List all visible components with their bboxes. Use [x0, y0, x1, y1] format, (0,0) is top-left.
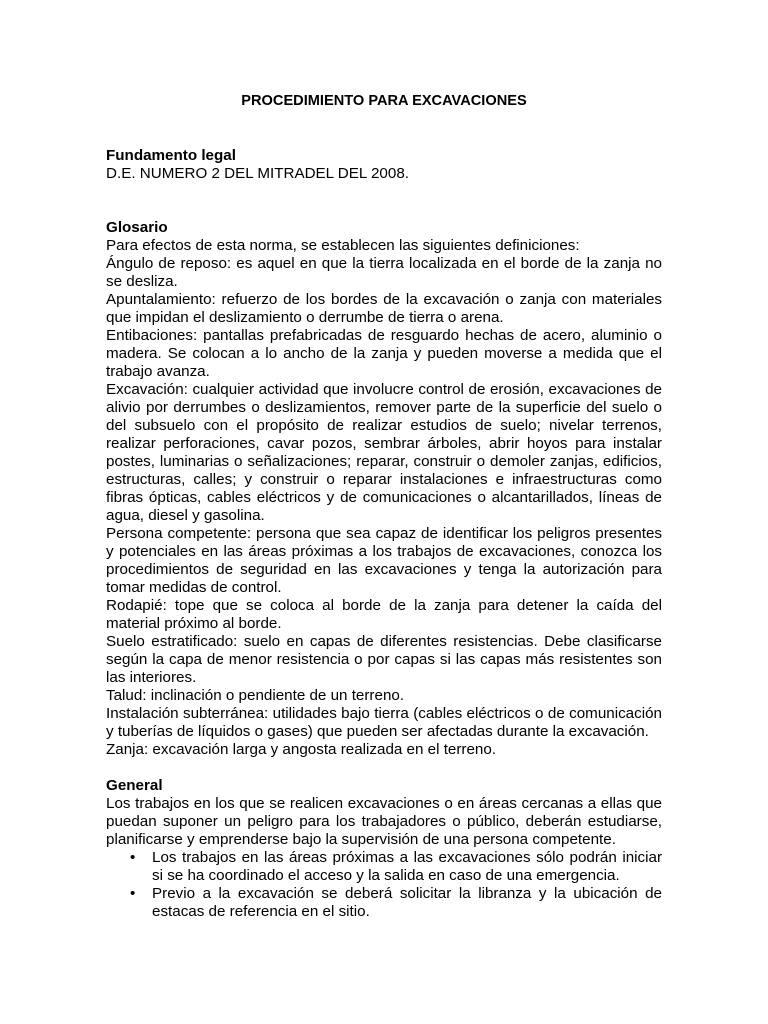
definition-excavacion: Excavación: cualquier actividad que involucre control de erosión, excavaciones de alivio por derrumbes o deslizamientos, remover parte de la superficie del suelo o del subsuelo con el propósito de realizar estudios de suelo; nivelar terrenos, realizar perforaciones, cavar pozos, sembrar árboles, abrir hoyos para instalar postes, luminarias o señalizaciones; reparar, construir o demoler zanjas, edificios, estructuras, calles; y construir o reparar instalaciones e infraestructuras como fibras ópticas, cables eléctricos y de comunicaciones o alcantarillados, líneas de agua, diesel y gasolina. [106, 381, 662, 524]
list-item [106, 849, 662, 885]
spacer [106, 759, 662, 777]
definition-zanja: Zanja: excavación larga y angosta realizada en el terreno. [106, 741, 497, 758]
fundamento-heading: Fundamento legal [106, 147, 236, 164]
glosario-heading: Glosario [106, 219, 168, 236]
document-page [106, 92, 662, 921]
spacer [106, 183, 662, 219]
definition-instalacion-subterranea: Instalación subterránea: utilidades bajo tierra (cables eléctricos o de comunicación y tuberías de líquidos o gases) que pueden ser afectadas durante la excavación. [106, 705, 662, 740]
list-item [106, 885, 662, 921]
fundamento-text: D.E. NUMERO 2 DEL MITRADEL DEL 2008. [106, 165, 409, 182]
glosario-intro: Para efectos de esta norma, se establecen las siguientes definiciones: [106, 237, 580, 254]
list-item-text: Los trabajos en las áreas próximas a las excavaciones sólo podrán iniciar si se ha coordinado el acceso y la salida en caso de una emergencia. [152, 849, 662, 884]
general-bullet-list [106, 849, 662, 921]
definition-entibaciones: Entibaciones: pantallas prefabricadas de resguardo hechas de acero, aluminio o madera. Se colocan a lo ancho de la zanja y pueden moverse a medida que el trabajo avanza. [106, 327, 662, 380]
spacer [106, 110, 662, 147]
document-title: PROCEDIMIENTO PARA EXCAVACIONES [241, 93, 527, 109]
definition-suelo-estratificado: Suelo estratificado: suelo en capas de diferentes resistencias. Debe clasificarse según la capa de menor resistencia o por capas si las capas más resistentes son las interiores. [106, 633, 662, 686]
general-heading: General [106, 777, 163, 794]
definition-persona-competente: Persona competente: persona que sea capaz de identificar los peligros presentes y potenciales en las áreas próximas a los trabajos de excavaciones, conozca los procedimientos de seguridad en las excavaciones y tenga la autorización para tomar medidas de control. [106, 525, 662, 596]
bullet-icon: • [130, 885, 136, 902]
general-intro: Los trabajos en los que se realicen excavaciones o en áreas cercanas a ellas que puedan suponer un peligro para los trabajadores o público, deberán estudiarse, planificarse y emprenderse bajo la supervisión de una persona competente. [106, 795, 662, 848]
definition-angulo-de-reposo: Ángulo de reposo: es aquel en que la tierra localizada en el borde de la zanja no se desliza. [106, 255, 662, 290]
bullet-icon: • [130, 849, 136, 866]
definition-talud: Talud: inclinación o pendiente de un terreno. [106, 687, 405, 704]
definition-rodapie: Rodapié: tope que se coloca al borde de la zanja para detener la caída del material próximo al borde. [106, 597, 662, 632]
list-item-text: Previo a la excavación se deberá solicitar la libranza y la ubicación de estacas de referencia en el sitio. [152, 885, 662, 920]
definition-apuntalamiento: Apuntalamiento: refuerzo de los bordes de la excavación o zanja con materiales que impidan el deslizamiento o derrumbe de tierra o arena. [106, 291, 662, 326]
